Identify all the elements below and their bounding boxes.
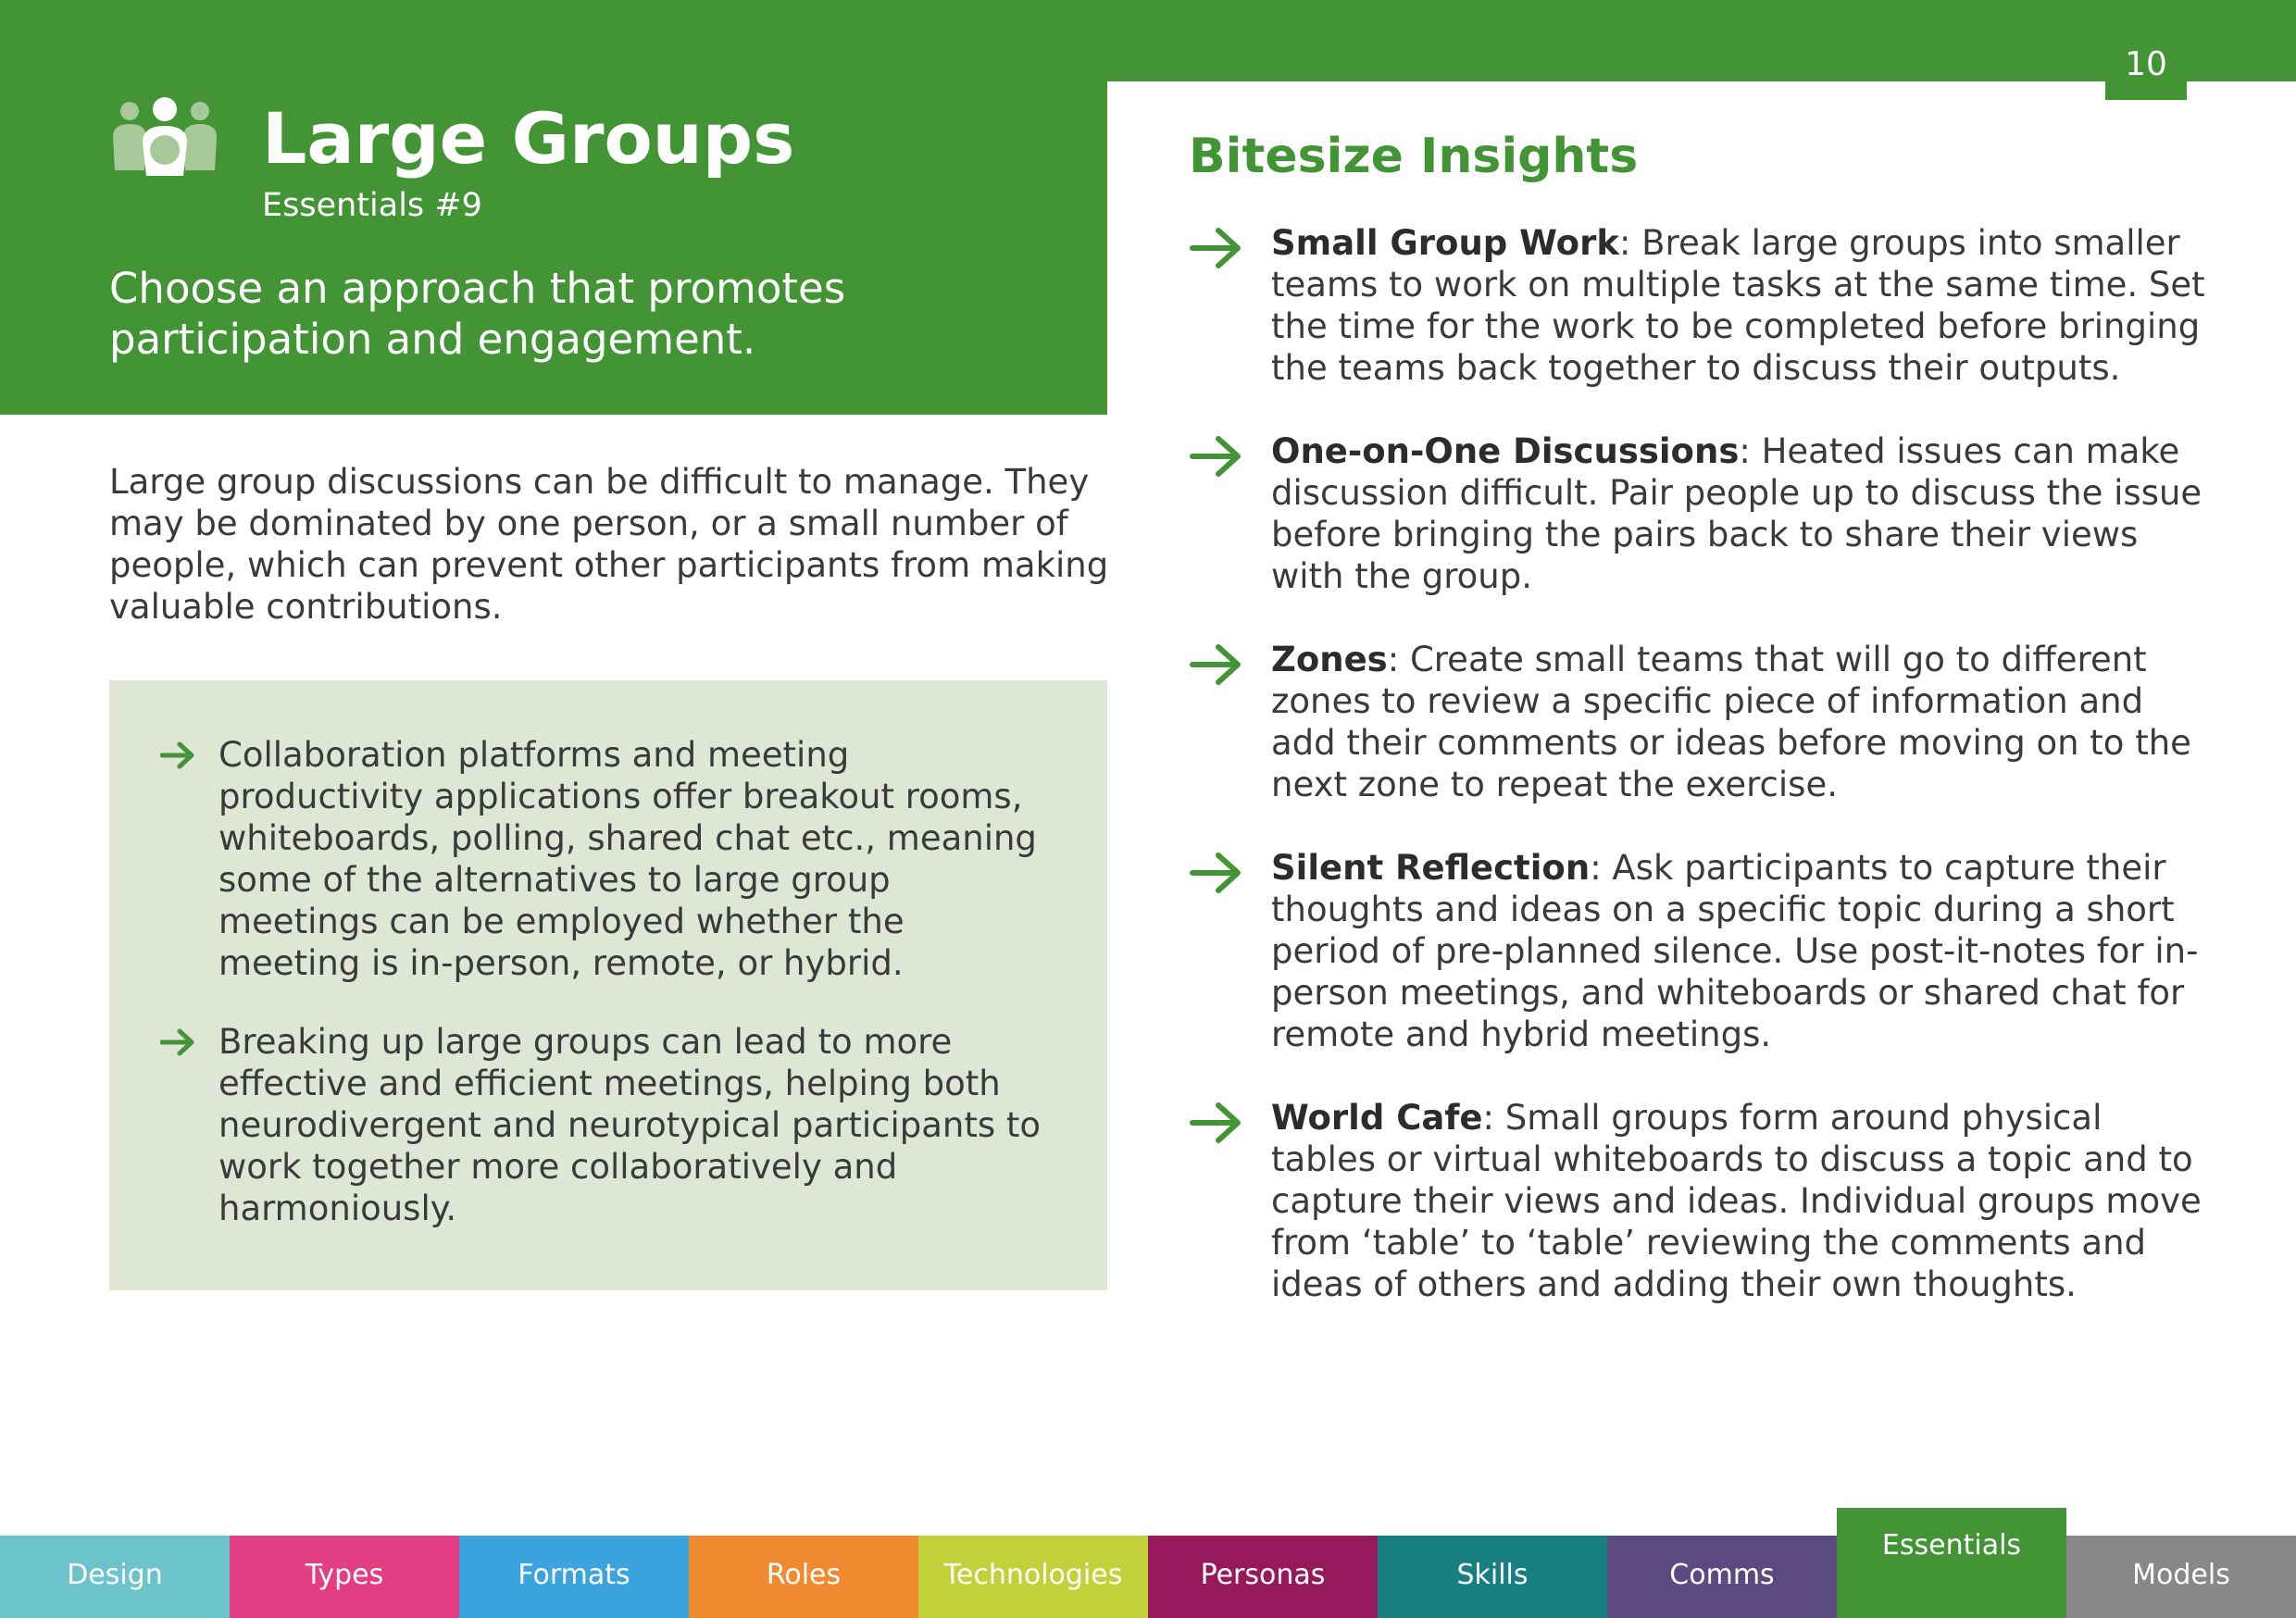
insight-term: Silent Reflection <box>1271 848 1591 888</box>
nav-tab-technologies[interactable]: Technologies <box>918 1536 1148 1618</box>
insight-description: : Small groups form around physical tables or virtual whiteboards to discuss a topic and to capture their views and ideas. Individual groups move from ‘table’ to ‘table’ reviewing the comments and ideas of others and adding their own thoughts. <box>1271 1098 2202 1304</box>
insight-description: : Ask participants to capture their thoughts and ideas on a specific topic during a short period of pre-planned silence. Use post-it-notes for in-person meetings, and whiteboards or shared chat for remote and hybrid meetings. <box>1271 848 2199 1054</box>
section-nav <box>0 1529 2296 1618</box>
nav-tab-roles[interactable]: Roles <box>689 1536 918 1618</box>
nav-tab-formats[interactable]: Formats <box>459 1536 689 1618</box>
insight-text <box>1271 1097 2215 1305</box>
insights-title: Bitesize Insights <box>1189 129 1639 184</box>
insight-text <box>1271 430 2215 597</box>
arrow-right-icon <box>1189 642 1244 687</box>
arrow-right-icon <box>1189 851 1244 895</box>
nav-tab-personas[interactable]: Personas <box>1148 1536 1378 1618</box>
page-title: Large Groups <box>262 97 795 180</box>
insight-text <box>1271 639 2215 805</box>
insight-description: : Create small teams that will go to different zones to review a specific piece of information and add their comments or ideas before moving on to the next zone to repeat the exercise. <box>1271 640 2191 804</box>
callout-item-text: Breaking up large groups can lead to more effective and efficient meetings, helping both neurodivergent and neurotypical participants to work together more collaboratively and harmoniously. <box>218 1022 1042 1228</box>
insight-description: : Break large groups into smaller teams to work on multiple tasks at the same time. Set the time for the work to be completed before bringing the teams back together to discuss their outputs. <box>1271 223 2205 388</box>
arrow-right-icon <box>1189 1101 1244 1145</box>
page-tagline: Choose an approach that promotes participation and engagement. <box>109 264 846 364</box>
nav-tab-types[interactable]: Types <box>230 1536 459 1618</box>
people-group-icon <box>109 96 220 176</box>
page-number: 10 <box>2105 30 2187 100</box>
nav-tab-essentials[interactable]: Essentials <box>1837 1508 2066 1618</box>
arrow-right-icon <box>1189 226 1244 270</box>
arrow-right-icon <box>1189 434 1244 479</box>
callout-box <box>109 680 1107 1290</box>
intro-paragraph: Large group discussions can be difficult to manage. They may be dominated by one person, or a small number of people, which can prevent other participants from making valuable contributions. <box>109 462 1109 627</box>
insight-term: One-on-One Discussions <box>1271 431 1740 471</box>
insight-term: Small Group Work <box>1271 223 1619 263</box>
nav-tab-design[interactable]: Design <box>0 1536 230 1618</box>
callout-item-text: Collaboration platforms and meeting productivity applications offer breakout rooms, whiteboards, polling, shared chat etc., meaning some of the alternatives to large group meetings can be employed whether the meeting is in-person, remote, or hybrid. <box>218 735 1037 983</box>
nav-tab-models[interactable]: Models <box>2066 1536 2296 1618</box>
header-panel <box>0 0 1107 415</box>
arrow-right-icon <box>160 741 195 769</box>
insight-text <box>1271 847 2215 1055</box>
insight-text <box>1271 222 2215 389</box>
insight-term: World Cafe <box>1271 1098 1483 1138</box>
nav-tab-skills[interactable]: Skills <box>1378 1536 1607 1618</box>
arrow-right-icon <box>160 1028 195 1056</box>
nav-tab-comms[interactable]: Comms <box>1607 1536 1837 1618</box>
insight-description: : Heated issues can make discussion difficult. Pair people up to discuss the issue before bringing the pairs back to share their views with the group. <box>1271 431 2202 596</box>
page-subtitle: Essentials #9 <box>262 187 482 224</box>
insight-term: Zones <box>1271 640 1388 679</box>
